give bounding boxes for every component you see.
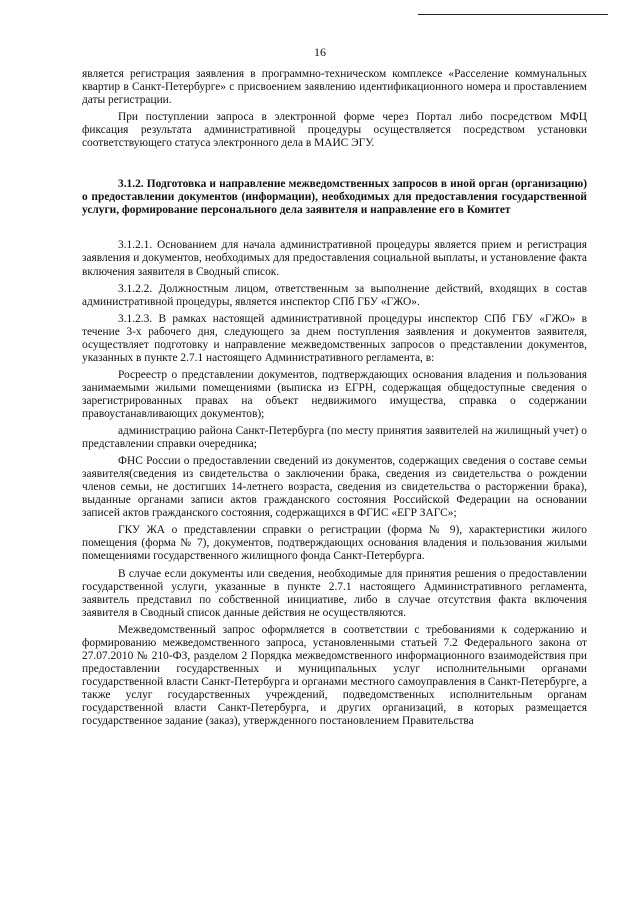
top-rule [418,14,608,15]
paragraph-3-1-2-3: 3.1.2.3. В рамках настоящей административной процедуры инспектор СПб ГБУ «ГЖО» в течение 3-х рабочего дня, следующего за днем поступления заявления и документов заявителя, осуществляет подготовку и направление межведомственных запросов о представлении документов, указанных в пункте 2.7.1 настоящего Административного регламента, в: [82,312,587,364]
section-heading: 3.1.2. Подготовка и направление межведомственных запросов в иной орган (организацию) о предоставлении документов (информации), необходимых для предоставления государственной услуги, формирование персонального дела заявителя и направление его в Комитет [82,178,587,217]
paragraph-fns: ФНС России о предоставлении сведений из документов, содержащих сведения о составе семьи заявителя(сведения из свидетельства о заключении брака, сведения из свидетельства о рождении членов семьи, не достигших 14-летнего возраста, сведения из свидетельства о расторжении брака), выданные органами записи актов гражданского состояния Российской Федерации на основании записей актов гражданского состояния, содержащихся в ФГИС «ЕГР ЗАГС»; [82,455,587,520]
paragraph-portal: При поступлении запроса в электронной форме через Портал либо посредством МФЦ фиксация результата административной процедуры осуществляется посредством установки соответствующего статуса электронного дела в МАИС ЭГУ. [82,111,587,150]
paragraph-3-1-2-2: 3.1.2.2. Должностным лицом, ответственным за выполнение действий, входящих в состав административной процедуры, является инспектор СПб ГБУ «ГЖО». [82,282,587,308]
page-number: 16 [314,45,326,59]
paragraph-3-1-2-1: 3.1.2.1. Основанием для начала административной процедуры является прием и регистрация заявления и документов, необходимых для предоставления социальной выплаты, и установление факта включения заявителя в Сводный список. [82,239,587,278]
paragraph-rosreestr: Росреестр о представлении документов, подтверждающих основания владения и пользования занимаемыми жилыми помещениями (выписка из ЕГРН, содержащая общедоступные сведения о зарегистрированных правах на объект недвижимого имущества, справка о содержании правоустанавливающих документов); [82,368,587,420]
paragraph-interagency-request: Межведомственный запрос оформляется в соответствии с требованиями к содержанию и формированию межведомственного запроса, установленными статьей 7.2 Федерального закона от 27.07.2010 № 210-ФЗ, разделом 2 Порядка межведомственного информационного взаимодействия при предоставлении государственных и муниципальных услуг исполнительными органами государственной власти Санкт-Петербурга и органами местного самоуправления в Санкт-Петербурге, а также услуг государственных учреждений, подведомственных исполнительным органам государственной власти Санкт-Петербурга, и других организаций, в которых размещается государственное задание (заказ), утвержденного постановлением Правительства [82,623,587,728]
paragraph-gku-zha: ГКУ ЖА о представлении справки о регистрации (форма № 9), характеристики жилого помещения (форма № 7), документов, подтверждающих основания владения и пользования жилыми помещениями государственного жилищного фонда Санкт-Петербурга. [82,524,587,563]
document-body [82,68,587,728]
paragraph-own-initiative: В случае если документы или сведения, необходимые для принятия решения о предоставлении государственной услуги, указанные в пункте 2.7.1 настоящего Административного регламента, заявитель представил по собственной инициативе, либо в случае отсутствия факта включения заявителя в Сводный список данные действия не осуществляются. [82,567,587,619]
paragraph-administration: администрацию района Санкт-Петербурга (по месту принятия заявителей на жилищный учет) о представлении справки очередника; [82,425,587,451]
paragraph-continuation: является регистрация заявления в программно-техническом комплексе «Расселение коммунальных квартир в Санкт-Петербурге» с присвоением заявлению идентификационного номера и проставлением даты регистрации. [82,68,587,107]
